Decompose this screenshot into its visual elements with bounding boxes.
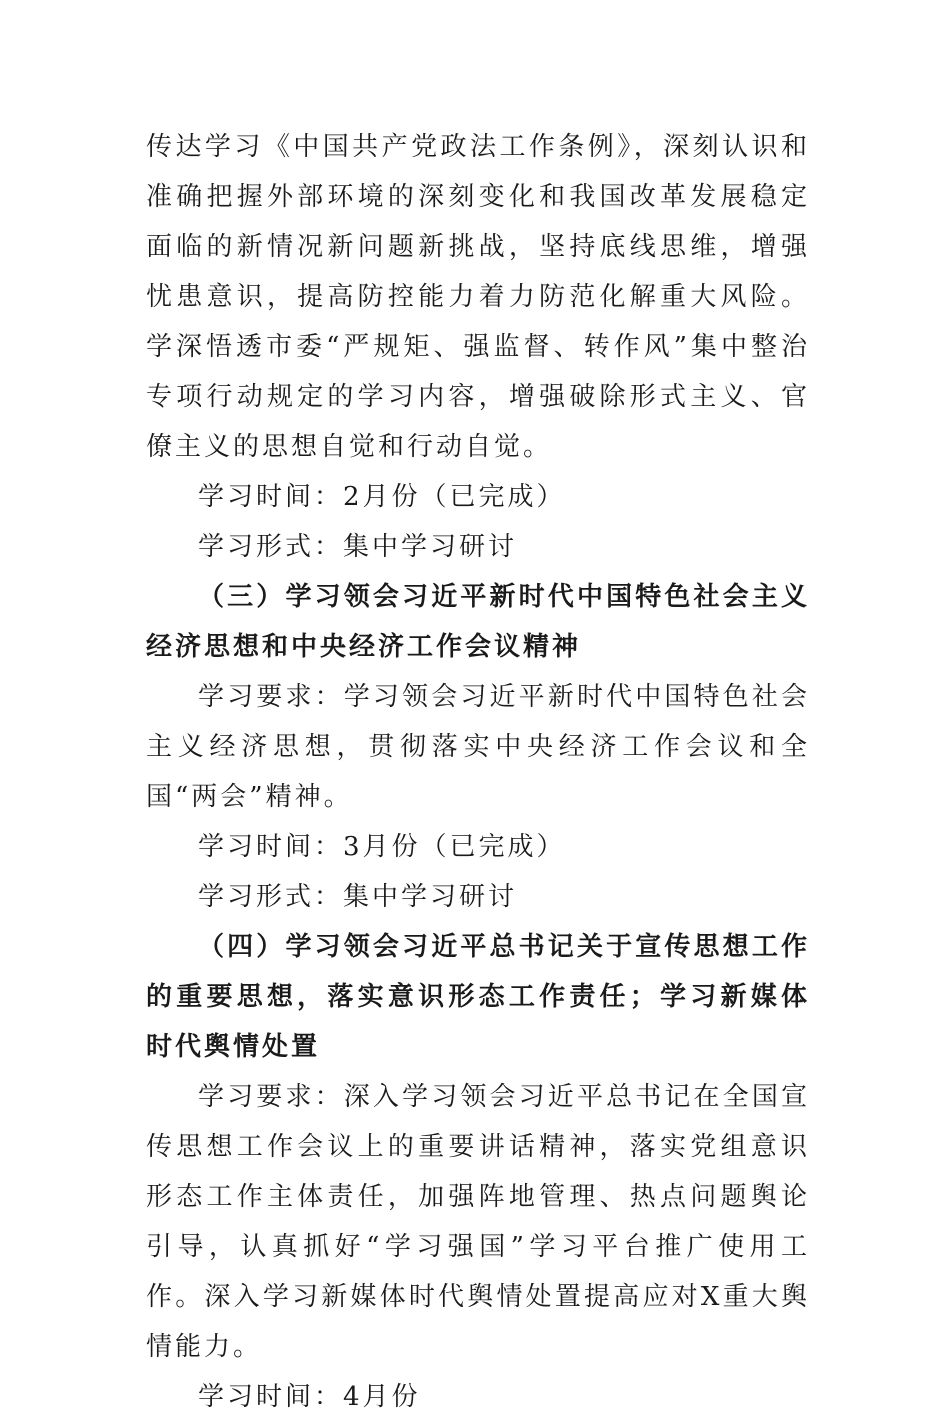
document-page (146, 122, 810, 1422)
paragraph-study-content-continued: 传达学习《中国共产党政法工作条例》，深刻认识和准确把握外部环境的深刻变化和我国改革发展稳定面临的新情况新问题新挑战，坚持底线思维，增强忧患意识，提高防控能力着力防范化解重大风险。学深悟透市委“严规矩、强监督、转作风”集中整治专项行动规定的学习内容，增强破除形式主义、官僚主义的思想自觉和行动自觉。 (146, 132, 810, 462)
paragraph-study-requirement-3: 学习要求：学习领会习近平新时代中国特色社会主义经济思想，贯彻落实中央经济工作会议和全国“两会”精神。 (146, 682, 810, 812)
paragraph-study-time-feb: 学习时间：2月份（已完成） (198, 482, 566, 512)
paragraph-study-requirement-4: 学习要求：深入学习领会习近平总书记在全国宣传思想工作会议上的重要讲话精神，落实党组意识形态工作主体责任，加强阵地管理、热点问题舆论引导，认真抓好“学习强国”学习平台推广使用工作。深入学习新媒体时代舆情处置提高应对X重大舆情能力。 (146, 1082, 810, 1362)
paragraph-study-form-1: 学习形式：集中学习研讨 (198, 532, 518, 562)
section-heading-4: （四）学习领会习近平总书记关于宣传思想工作的重要思想，落实意识形态工作责任；学习新媒体时代舆情处置 (146, 932, 810, 1062)
paragraph-study-time-mar: 学习时间：3月份（已完成） (198, 832, 566, 862)
paragraph-study-form-2: 学习形式：集中学习研讨 (198, 882, 518, 912)
paragraph-study-time-apr: 学习时间：4月份 (198, 1382, 421, 1412)
section-heading-3: （三）学习领会习近平新时代中国特色社会主义经济思想和中央经济工作会议精神 (146, 582, 810, 662)
